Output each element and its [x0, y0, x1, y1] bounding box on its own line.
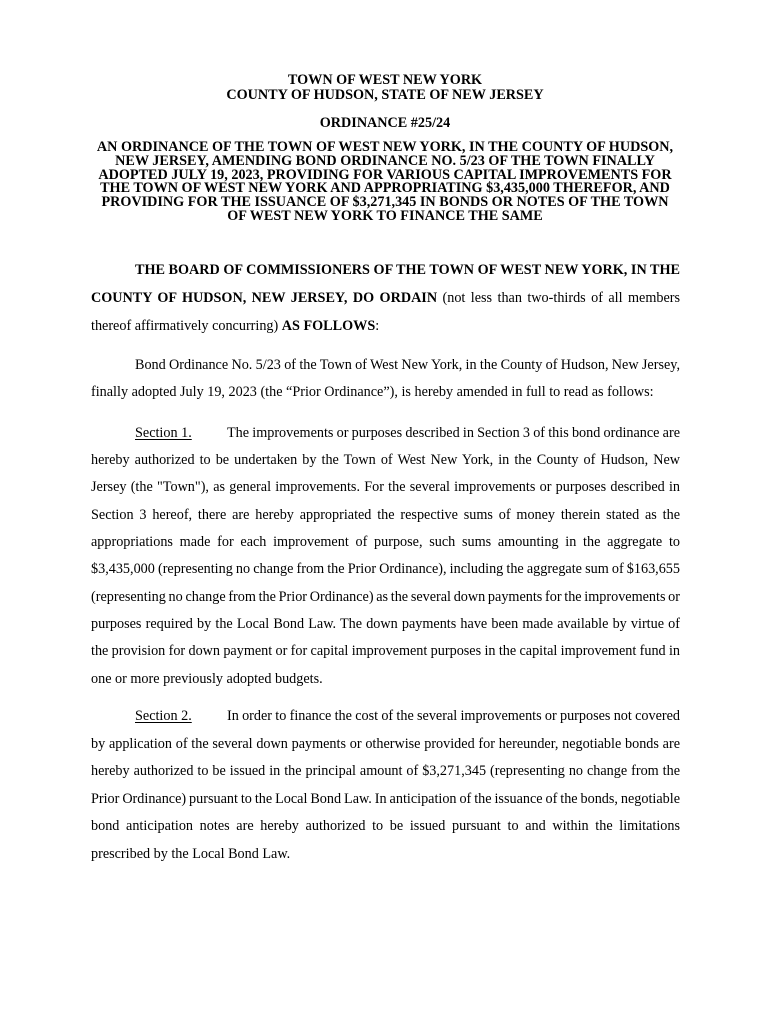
section-line	[91, 758, 680, 786]
clause-line-text	[91, 318, 379, 334]
section-label: Section 2.	[135, 708, 192, 724]
section-line	[91, 556, 680, 583]
section-line-text: bond anticipation notes are hereby authorized to be issued pursuant to and within the limitations	[91, 818, 680, 835]
section-line-text: by application of the several down payments or otherwise provided for hereunder, negotiable bonds are	[91, 735, 680, 752]
section-line-text: purposes required by the Local Bond Law. The down payments have been made available by virtue of	[91, 615, 680, 632]
plain-text: (not less than two-thirds of all members	[437, 290, 680, 306]
municipality-name: TOWN OF WEST NEW YORK	[287, 71, 483, 88]
section-line-text: Section 3 hereof, there are hereby appropriated the respective sums of money therein stated as the	[91, 506, 680, 523]
section-line-text: appropriations made for each improvement of purpose, such sums amounting in the aggregate to	[91, 533, 680, 550]
section-line-text: hereby authorized to be issued in the principal amount of $3,271,345 (representing no change from the	[91, 763, 680, 780]
clause-line	[91, 312, 680, 340]
section-2	[91, 703, 680, 869]
bold-text: THE BOARD OF COMMISSIONERS OF THE TOWN OF WEST NEW YORK, IN THE	[135, 262, 680, 278]
section-line-text: one or more previously adopted budgets.	[91, 670, 323, 687]
section-line-text: hereby authorized to be undertaken by the Town of West New York, in the County of Hudson, New	[91, 451, 680, 468]
clause-line-text	[135, 262, 680, 278]
section-line-text: $3,435,000 (representing no change from the Prior Ordinance), including the aggregate sum of $163,655	[91, 561, 680, 578]
section-line	[91, 502, 680, 529]
section-line-text: The improvements or purposes described in Section 3 of this bond ordinance are	[227, 424, 680, 441]
plain-text: :	[375, 318, 380, 334]
county-state-line: COUNTY OF HUDSON, STATE OF NEW JERSEY	[226, 86, 544, 103]
section-line-text: prescribed by the Local Bond Law.	[91, 845, 291, 862]
title-line: AN ORDINANCE OF THE TOWN OF WEST NEW YORK, IN THE COUNTY OF HUDSON,	[96, 139, 674, 156]
clause-line	[91, 256, 680, 284]
section-1	[91, 420, 680, 693]
section-line	[91, 638, 680, 665]
section-line	[91, 611, 680, 638]
title-line: NEW JERSEY, AMENDING BOND ORDINANCE NO. 5/23 OF THE TOWN FINALLY	[115, 152, 655, 169]
bold-text: AS FOLLOWS	[281, 318, 376, 334]
section-line-text: Jersey (the "Town"), as general improvements. For the several improvements or purposes described in	[91, 479, 680, 496]
section-line-text: In order to finance the cost of the several improvements or purposes not covered	[227, 708, 680, 724]
ordinance-title	[0, 141, 770, 224]
section-line	[91, 813, 680, 841]
section-line	[91, 474, 680, 501]
paragraph-line-text: finally adopted July 19, 2023 (the “Prior Ordinance”), is hereby amended in full to read as follows:	[91, 384, 654, 401]
ordinance-number: ORDINANCE #25/24	[319, 114, 451, 131]
title-line: THE TOWN OF WEST NEW YORK AND APPROPRIATING $3,435,000 THEREFOR, AND	[100, 180, 670, 197]
section-line	[91, 447, 680, 474]
section-line	[91, 529, 680, 556]
section-line	[91, 703, 680, 731]
section-line	[91, 584, 680, 611]
bold-text: COUNTY OF HUDSON, NEW JERSEY, DO ORDAIN	[91, 290, 438, 306]
clause-line-text	[91, 290, 680, 306]
plain-text: thereof affirmatively concurring)	[91, 318, 282, 334]
amendment-paragraph	[91, 352, 680, 407]
enacting-clause	[91, 256, 680, 340]
paragraph-line-text: Bond Ordinance No. 5/23 of the Town of West New York, in the County of Hudson, New Jersey,	[135, 357, 680, 373]
section-label: Section 1.	[135, 424, 192, 441]
section-line-text: Prior Ordinance) pursuant to the Local Bond Law. In anticipation of the issuance of the bonds, negotiable	[91, 790, 680, 807]
clause-line	[91, 284, 680, 312]
paragraph-line	[91, 352, 680, 379]
title-line: OF WEST NEW YORK TO FINANCE THE SAME	[227, 208, 543, 225]
section-line	[91, 666, 680, 693]
section-line-text: (representing no change from the Prior Ordinance) as the several down payments for the improvements or	[91, 588, 680, 605]
document-header	[0, 73, 770, 103]
section-line	[91, 786, 680, 814]
title-line: ADOPTED JULY 19, 2023, PROVIDING FOR VARIOUS CAPITAL IMPROVEMENTS FOR	[98, 166, 672, 183]
title-line: PROVIDING FOR THE ISSUANCE OF $3,271,345 IN BONDS OR NOTES OF THE TOWN	[101, 194, 669, 211]
section-line	[91, 420, 680, 447]
section-line-text: the provision for down payment or for capital improvement purposes in the capital improvement fund in	[91, 643, 680, 660]
paragraph-line	[91, 379, 680, 406]
section-line	[91, 731, 680, 759]
section-line	[91, 841, 680, 869]
